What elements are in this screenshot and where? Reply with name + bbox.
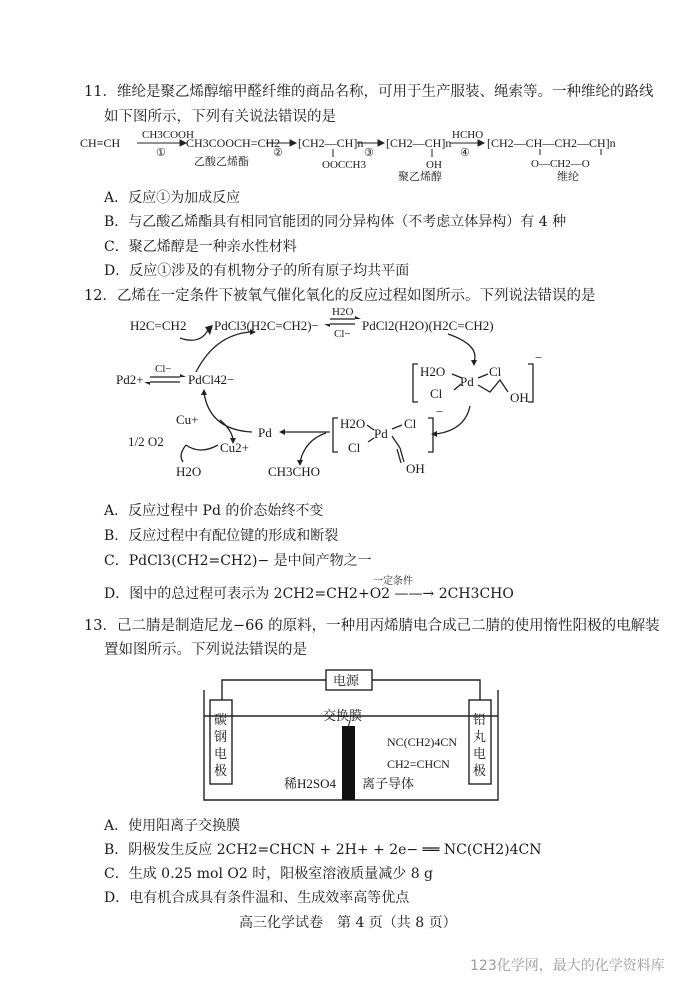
- vinyl-acetate-name: 乙酸乙烯酯: [194, 156, 249, 168]
- step1-label: ①: [156, 147, 166, 159]
- half-oxygen-label: 1/2 O2: [128, 434, 164, 449]
- complex2-label: PdCl2(H2O)(H2C=CH2): [362, 318, 494, 333]
- membrane-label: 交换膜: [323, 708, 363, 723]
- pva-name: 聚乙烯醇: [398, 171, 442, 183]
- q11-option-a: A．反应①为加成反应: [104, 190, 241, 206]
- ethylene-label: H2C=CH2: [130, 318, 187, 333]
- int-b-h2o: H2O: [340, 416, 366, 431]
- int-a-h2o: H2O: [420, 364, 446, 379]
- int-a-oh: OH: [510, 390, 529, 405]
- int-b-pd: Pd: [374, 426, 388, 441]
- q13-option-a: A．使用阳离子交换膜: [104, 818, 241, 834]
- pd2plus-label: Pd2+: [116, 372, 144, 387]
- q12-option-b: B．反应过程中有配位键的形成和断裂: [104, 528, 339, 544]
- pd-label: Pd: [258, 425, 272, 440]
- q13-option-c: C．生成 0.25 mol O2 时，阳极室溶液质量减少 8 g: [104, 866, 434, 882]
- int-a-pd: Pd: [460, 374, 474, 389]
- q11-stem-line1: 11．维纶是聚乙烯醇缩甲醛纤维的商品名称，可用于生产服装、绳索等。一种维纶的路线: [84, 84, 654, 100]
- q12-option-c: C．PdCl3(CH2=CH2)− 是中间产物之一: [104, 553, 372, 569]
- water-reagent-label: H2O: [332, 306, 354, 318]
- complex1-label: PdCl3(H2C=CH2)−: [214, 318, 319, 333]
- chloride-released-label: Cl−: [334, 328, 351, 340]
- water-product-label: H2O: [176, 464, 202, 479]
- int-b-charge: −: [436, 404, 444, 419]
- reactant-label: CH2=CHCN: [387, 757, 450, 771]
- int-a-charge: −: [535, 350, 543, 365]
- step3-label: ③: [364, 147, 374, 159]
- q12-option-d-condition: 一定条件: [373, 576, 413, 587]
- right-electrode-label: 铅丸电极: [473, 713, 487, 779]
- q11-stem-line2: 如下图所示，下列有关说法错误的是: [104, 109, 336, 125]
- pdcl4-label: PdCl42−: [188, 372, 235, 387]
- watermark: 123化学网，最大的化学资料库: [470, 958, 665, 974]
- right-solution-label: 离子导体: [362, 776, 415, 791]
- left-electrode-label: 碳钢电极: [214, 713, 228, 779]
- step2-label: ②: [273, 147, 283, 159]
- vinylon: [CH2—CH—CH2—CH]n: [487, 136, 616, 150]
- acetylene: CH≡CH: [80, 136, 121, 150]
- q11-option-c: C．聚乙烯醇是一种亲水性材料: [104, 239, 297, 255]
- reagent-acetic-acid: CH3COOH: [142, 129, 194, 141]
- q13-option-d: D．电有机合成具有条件温和、生成效率高等优点: [104, 890, 410, 906]
- q12-option-d: D．图中的总过程可表示为 2CH2=CH2+O2 ——→ 2CH3CHO: [104, 586, 514, 602]
- q13-stem-line2: 置如图所示。下列说法错误的是: [104, 642, 307, 658]
- step4-label: ④: [460, 147, 470, 159]
- poly-vinyl-acetate: [CH2—CH]n: [298, 136, 364, 150]
- q12-option-a: A．反应过程中 Pd 的价态始终不变: [104, 503, 324, 519]
- poly-vinyl-acetate-substituent: OOCCH3: [322, 159, 367, 171]
- power-label: 电源: [333, 673, 360, 688]
- product-label: NC(CH2)4CN: [387, 735, 458, 749]
- int-b-oh: OH: [406, 461, 425, 476]
- q11-option-d: D．反应①涉及的有机物分子的所有原子均共平面: [104, 263, 410, 279]
- int-b-cl-right: Cl: [404, 416, 417, 431]
- page-footer: 高三化学试卷 第 4 页（共 8 页）: [239, 915, 457, 931]
- polyvinyl-alcohol: [CH2—CH]n: [386, 136, 452, 150]
- vinylon-substituent: O—CH2—O: [531, 158, 590, 170]
- left-solution-label: 稀H2SO4: [284, 776, 337, 791]
- q13-stem-line1: 13．己二腈是制造尼龙−66 的原料，一种用丙烯腈电合成己二腈的使用惰性阳极的电解装: [84, 618, 660, 634]
- q13-option-b: B．阴极发生反应 2CH2=CHCN + 2H+ + 2e− ══ NC(CH2)4CN: [104, 842, 542, 858]
- cu-plus-label: Cu+: [176, 412, 199, 427]
- q11-option-b: B．与乙酸乙烯酯具有相同官能团的同分异构体（不考虑立体异构）有 4 种: [104, 214, 567, 230]
- int-b-cl-left: Cl: [348, 440, 361, 455]
- exchange-membrane: [342, 726, 355, 800]
- vinyl-acetate: CH3COOCH=CH2: [186, 136, 281, 150]
- reagent-formaldehyde: HCHO: [452, 129, 484, 141]
- int-a-cl-bottom: Cl: [430, 386, 443, 401]
- pva-substituent: OH: [426, 159, 442, 171]
- chloride-added-label: Cl−: [155, 363, 172, 375]
- q12-stem: 12．乙烯在一定条件下被氧气催化氧化的反应过程如图所示。下列说法错误的是: [84, 288, 596, 304]
- int-a-cl-top: Cl: [489, 364, 502, 379]
- acetaldehyde-label: CH3CHO: [268, 464, 321, 479]
- vinylon-name: 维纶: [557, 171, 579, 183]
- cu2plus-label: Cu2+: [220, 440, 250, 455]
